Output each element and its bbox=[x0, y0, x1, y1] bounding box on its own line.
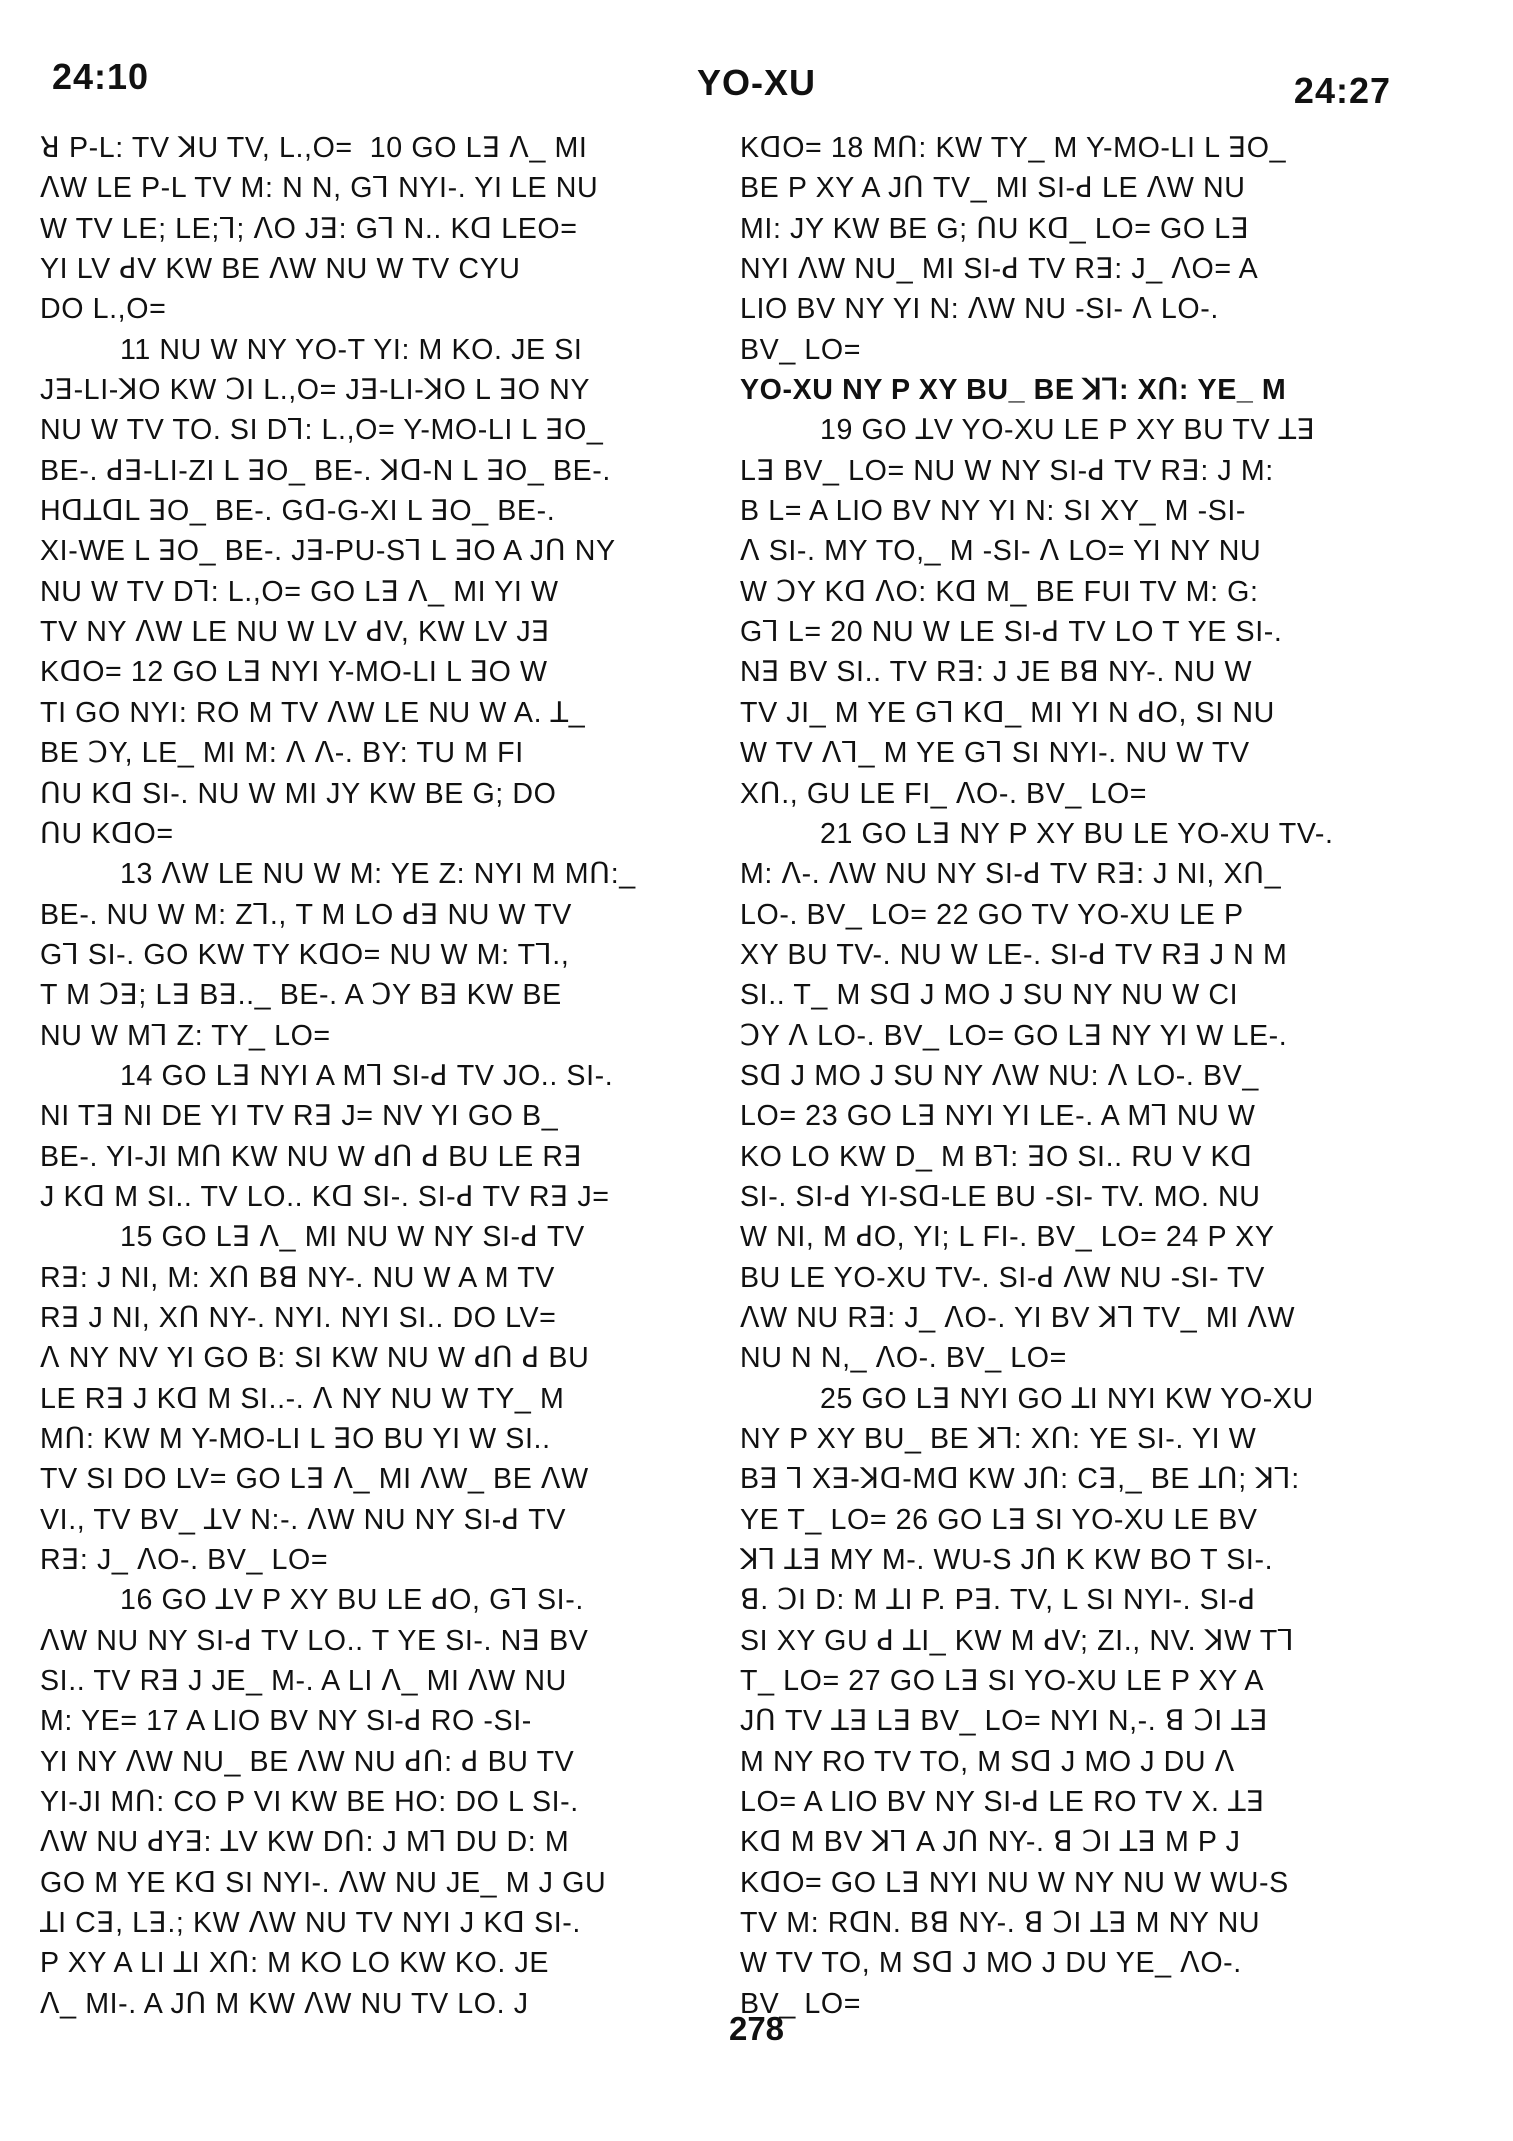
text-column-left bbox=[40, 128, 708, 2024]
text-line: Rꓱ: J NI, M: Xꓵ Bꓭ NY-. NU W A M TV bbox=[40, 1261, 555, 1294]
text-line: ꓥW NU Rꓱ: J_ ꓥO-. YI BV ꓘꓶ TV_ MI ꓥW bbox=[740, 1301, 1296, 1334]
text-line: 16 GO ꓕV P XY BU LE ꓒO, Gꓶ SI-. bbox=[120, 1584, 584, 1617]
text-line: YI NY ꓥW NU_ BE ꓥW NU ꓒꓵ: ꓒ BU TV bbox=[40, 1745, 575, 1778]
text-line: ꓤ P-L: TV ꓘU TV, L.,O= 10 GO Lꓱ ꓥ_ MI bbox=[40, 132, 588, 164]
text-line: TV SI DO LV= GO Lꓱ ꓥ_ MI ꓥW_ BE ꓥW bbox=[40, 1463, 589, 1496]
text-line: SI-. SI-ꓒ YI-Sꓷ-LE BU -SI- TV. MO. NU bbox=[740, 1180, 1261, 1213]
text-line: KꓷO= 12 GO Lꓱ NYI Y-MO-LI L ꓱO W bbox=[40, 656, 548, 689]
text-line: ꓥ_ MI-. A Jꓵ M KW ꓥW NU TV LO. J bbox=[40, 1987, 529, 2020]
text-line: LO-. BV_ LO= 22 GO TV YO-XU LE P bbox=[740, 898, 1244, 931]
text-line: YI-JI Mꓵ: CO P VI KW BE HO: DO L SI-. bbox=[40, 1786, 579, 1819]
text-line: NU W Mꓶ Z: TY_ LO= bbox=[40, 1019, 331, 1052]
text-line: YI LV ꓒV KW BE ꓥW NU W TV CYU bbox=[40, 253, 521, 286]
text-line: TV JI_ M YE Gꓶ Kꓷ_ MI YI N ꓒO, SI NU bbox=[740, 696, 1275, 729]
text-line: LE Rꓱ J Kꓷ M SI..-. ꓥ NY NU W TY_ M bbox=[40, 1382, 565, 1415]
text-line: Mꓵ: KW M Y-MO-LI L ꓱO BU YI W SI.. bbox=[40, 1423, 551, 1455]
text-line: Rꓱ: J_ ꓥO-. BV_ LO= bbox=[40, 1544, 329, 1577]
text-line: KꓷO= 18 Mꓵ: KW TY_ M Y-MO-LI L ꓱO_ bbox=[740, 132, 1287, 164]
text-line: TI GO NYI: RO M TV ꓥW LE NU W A. ꓕ_ bbox=[40, 696, 586, 729]
text-line: Nꓱ BV SI.. TV Rꓱ: J JE Bꓭ NY-. NU W bbox=[740, 656, 1253, 689]
book-title: YO-XU bbox=[696, 62, 816, 103]
page-number: 278 bbox=[728, 2010, 785, 2047]
text-line: XY BU TV-. NU W LE-. SI-ꓒ TV Rꓱ J N M bbox=[740, 938, 1288, 971]
text-line: YO-XU NY P XY BU_ BE ꓘꓶ: Xꓵ: YE_ M bbox=[740, 374, 1287, 407]
text-line: Gꓶ L= 20 NU W LE SI-ꓒ TV LO T YE SI-. bbox=[740, 616, 1283, 649]
text-line: YE T_ LO= 26 GO Lꓱ SI YO-XU LE BV bbox=[740, 1503, 1258, 1536]
text-line: BU LE YO-XU TV-. SI-ꓒ ꓥW NU -SI- TV bbox=[740, 1261, 1265, 1294]
text-line: Jꓵ TV ꓕꓱ Lꓱ BV_ LO= NYI N,-. ꓭ ꓛI ꓕꓱ bbox=[740, 1705, 1269, 1738]
text-line: M: ꓥ-. ꓥW NU NY SI-ꓒ TV Rꓱ: J NI, Xꓵ_ bbox=[740, 858, 1282, 891]
text-line: B L= A LIO BV NY YI N: SI XY_ M -SI- bbox=[740, 495, 1247, 528]
text-column-right bbox=[740, 128, 1408, 2024]
text-line: ꓥW LE P-L TV M: N N, Gꓶ NYI-. YI LE NU bbox=[40, 172, 599, 205]
text-line: J Kꓷ M SI.. TV LO.. Kꓷ SI-. SI-ꓒ TV Rꓱ J= bbox=[40, 1180, 610, 1213]
text-line: TV M: RꓷN. Bꓭ NY-. ꓭ ꓛI ꓕꓱ M NY NU bbox=[740, 1907, 1261, 1940]
text-line: ꓵU KꓷO= bbox=[40, 817, 174, 850]
text-line: Kꓷ M BV ꓘꓶ A Jꓵ NY-. ꓭ ꓛI ꓕꓱ M P J bbox=[740, 1826, 1241, 1859]
text-line: BV_ LO= bbox=[740, 333, 862, 366]
text-line: XI-WE L ꓱO_ BE-. Jꓱ-PU-Sꓶ L ꓱO A Jꓵ NY bbox=[40, 535, 616, 568]
text-line: HꓷꓕꓷL ꓱO_ BE-. Gꓷ-G-XI L ꓱO_ BE-. bbox=[40, 495, 556, 528]
text-line: GO M YE Kꓷ SI NYI-. ꓥW NU JE_ M J GU bbox=[40, 1866, 607, 1899]
text-line: Rꓱ J NI, Xꓵ NY-. NYI. NYI SI.. DO LV= bbox=[40, 1301, 557, 1334]
text-line: W TV ꓥꓶ_ M YE Gꓶ SI NYI-. NU W TV bbox=[740, 737, 1250, 770]
text-line: ꓥW NU NY SI-ꓒ TV LO.. T YE SI-. Nꓱ BV bbox=[40, 1624, 589, 1657]
text-line: DO L.,O= bbox=[40, 293, 167, 326]
text-line: NI Tꓱ NI DE YI TV Rꓱ J= NV YI GO B_ bbox=[40, 1100, 559, 1133]
text-line: P XY A LI ꓕI Xꓵ: M KO LO KW KO. JE bbox=[40, 1947, 550, 1980]
text-line: BE-. YI-JI Mꓵ KW NU W ꓒꓵ ꓒ BU LE Rꓱ bbox=[40, 1140, 583, 1173]
text-line: BE-. ꓒꓱ-LI-ZI L ꓱO_ BE-. ꓘꓷ-N L ꓱO_ BE-. bbox=[40, 454, 611, 487]
text-line: KO LO KW D_ M Bꓶ: ꓱO SI.. RU V Kꓷ bbox=[740, 1140, 1253, 1173]
text-line: NY P XY BU_ BE ꓘꓶ: Xꓵ: YE SI-. YI W bbox=[740, 1423, 1257, 1455]
text-line: ꓛY ꓥ LO-. BV_ LO= GO Lꓱ NY YI W LE-. bbox=[740, 1019, 1288, 1052]
text-line: BE-. NU W M: Zꓶ., T M LO ꓒꓱ NU W TV bbox=[40, 898, 572, 931]
text-line: T_ LO= 27 GO Lꓱ SI YO-XU LE P XY A bbox=[740, 1665, 1265, 1698]
text-line: BV_ LO= bbox=[740, 1987, 862, 2020]
text-line: LIO BV NY YI N: ꓥW NU -SI- ꓥ LO-. bbox=[740, 293, 1219, 326]
text-line: BE P XY A Jꓵ TV_ MI SI-ꓒ LE ꓥW NU bbox=[740, 172, 1246, 205]
text-line: LO= A LIO BV NY SI-ꓒ LE RO TV X. ꓕꓱ bbox=[740, 1786, 1265, 1819]
text-line: ꓭ. ꓛI D: M ꓕI P. Pꓱ. TV, L SI NYI-. SI-ꓒ bbox=[740, 1584, 1256, 1617]
text-line: 25 GO Lꓱ NYI GO ꓕI NYI KW YO-XU bbox=[820, 1382, 1314, 1415]
text-line: W TV LE; LE;ꓶ; ꓥO Jꓱ: Gꓶ N.. Kꓷ LEO= bbox=[40, 212, 578, 245]
text-line: 15 GO Lꓱ ꓥ_ MI NU W NY SI-ꓒ TV bbox=[120, 1221, 585, 1254]
text-line: BE ꓛY, LE_ MI M: ꓥ ꓥ-. BY: TU M FI bbox=[40, 737, 524, 770]
text-line: ꓘꓶ ꓕꓱ MY M-. WU-S Jꓵ K KW BO T SI-. bbox=[740, 1544, 1274, 1577]
text-line: ꓥW NU ꓒYꓱ: ꓕV KW Dꓵ: J Mꓶ DU D: M bbox=[40, 1826, 570, 1859]
text-line: TV NY ꓥW LE NU W LV ꓒV, KW LV Jꓱ bbox=[40, 616, 550, 649]
text-line: W ꓛY Kꓷ ꓥO: Kꓷ M_ BE FUI TV M: G: bbox=[740, 575, 1259, 608]
text-line: Bꓱ ꓶ Xꓱ-ꓘꓷ-Mꓷ KW Jꓵ: Cꓱ,_ BE ꓕꓵ; ꓘꓶ: bbox=[740, 1463, 1300, 1496]
text-line: ꓵU Kꓷ SI-. NU W MI JY KW BE G; DO bbox=[40, 777, 557, 810]
text-line: Xꓵ., GU LE FI_ ꓥO-. BV_ LO= bbox=[740, 777, 1148, 810]
text-line: Jꓱ-LI-ꓘO KW ꓛI L.,O= Jꓱ-LI-ꓘO L ꓱO NY bbox=[40, 374, 591, 407]
text-line: ꓥ NY NV YI GO B: SI KW NU W ꓒꓵ ꓒ BU bbox=[40, 1342, 590, 1375]
text-line: W NI, M ꓒO, YI; L FI-. BV_ LO= 24 P XY bbox=[740, 1221, 1275, 1254]
text-line: NU W TV Dꓶ: L.,O= GO Lꓱ ꓥ_ MI YI W bbox=[40, 575, 559, 608]
text-line: Sꓷ J MO J SU NY ꓥW NU: ꓥ LO-. BV_ bbox=[740, 1059, 1259, 1092]
text-line: Lꓱ BV_ LO= NU W NY SI-ꓒ TV Rꓱ: J M: bbox=[740, 454, 1274, 487]
text-line: VI., TV BV_ ꓕV N:-. ꓥW NU NY SI-ꓒ TV bbox=[40, 1503, 567, 1536]
text-line: M NY RO TV TO, M Sꓷ J MO J DU ꓥ bbox=[740, 1745, 1235, 1778]
text-line: NU W TV TO. SI Dꓶ: L.,O= Y-MO-LI L ꓱO_ bbox=[40, 414, 604, 447]
text-line: T M ꓛꓱ; Lꓱ Bꓱ.._ BE-. A ꓛY Bꓱ KW BE bbox=[40, 979, 562, 1012]
text-line: 21 GO Lꓱ NY P XY BU LE YO-XU TV-. bbox=[820, 817, 1334, 850]
text-line: W TV TO, M Sꓷ J MO J DU YE_ ꓥO-. bbox=[740, 1947, 1242, 1980]
text-line: 19 GO ꓕV YO-XU LE P XY BU TV ꓕꓱ bbox=[820, 414, 1316, 447]
text-line: 13 ꓥW LE NU W M: YE Z: NYI M Mꓵ:_ bbox=[120, 858, 636, 891]
text-line: M: YE= 17 A LIO BV NY SI-ꓒ RO -SI- bbox=[40, 1705, 532, 1738]
text-line: SI.. T_ M Sꓷ J MO J SU NY NU W CI bbox=[740, 979, 1239, 1012]
text-line: KꓷO= GO Lꓱ NYI NU W NY NU W WU-S bbox=[740, 1866, 1289, 1899]
chapter-verse-start: 24:10 bbox=[52, 56, 150, 97]
text-line: SI XY GU ꓒ ꓕI_ KW M ꓒV; ZI., NV. ꓘW Tꓶ bbox=[740, 1624, 1295, 1657]
text-line: ꓥ SI-. MY TO,_ M -SI- ꓥ LO= YI NY NU bbox=[740, 535, 1262, 568]
text-line: LO= 23 GO Lꓱ NYI YI LE-. A Mꓶ NU W bbox=[740, 1100, 1256, 1133]
text-line: ꓕI Cꓱ, Lꓱ.; KW ꓥW NU TV NYI J Kꓷ SI-. bbox=[40, 1907, 581, 1940]
text-line: Gꓶ SI-. GO KW TY KꓷO= NU W M: Tꓶ., bbox=[40, 938, 570, 971]
text-line: NU N N,_ ꓥO-. BV_ LO= bbox=[740, 1342, 1067, 1375]
chapter-verse-end: 24:27 bbox=[1293, 70, 1391, 111]
text-line: 11 NU W NY YO-T YI: M KO. JE SI bbox=[120, 333, 583, 366]
text-line: 14 GO Lꓱ NYI A Mꓶ SI-ꓒ TV JO.. SI-. bbox=[120, 1059, 614, 1092]
text-line: MI: JY KW BE G; ꓵU Kꓷ_ LO= GO Lꓱ bbox=[740, 212, 1250, 245]
text-line: SI.. TV Rꓱ J JE_ M-. A LI ꓥ_ MI ꓥW NU bbox=[40, 1665, 567, 1698]
text-line: NYI ꓥW NU_ MI SI-ꓒ TV Rꓱ: J_ ꓥO= A bbox=[740, 253, 1259, 286]
